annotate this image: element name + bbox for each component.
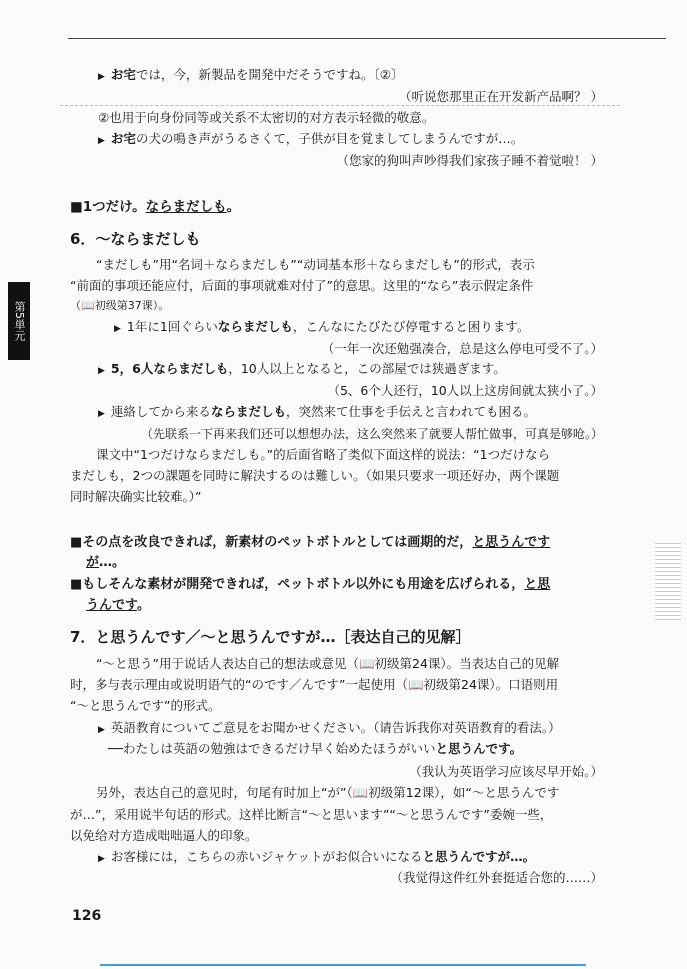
bullet-icon: ▶ xyxy=(98,409,105,419)
sentence-heading xyxy=(70,577,550,593)
bullet-icon: ▶ xyxy=(98,725,105,735)
paragraph-line: 同时解决确实比较难。）” xyxy=(70,489,202,504)
translation: （听说您那里正在开发新产品啊？ ） xyxy=(399,89,603,104)
example-text: ──わたしは英語の勉強はできるだけ早く始めたほうがいい xyxy=(108,741,436,756)
underlined-term: と思うんです xyxy=(472,535,551,550)
underlined-term: ならまだしも xyxy=(145,199,227,215)
bullet-icon: ▶ xyxy=(98,366,105,376)
example-text: 英語教育についてご意見をお聞かせください。（请告诉我你对英语教育的看法。） xyxy=(110,720,561,735)
scan-edge-artifact xyxy=(655,540,681,620)
underlined-term: と思 xyxy=(524,577,551,592)
example-line xyxy=(98,361,506,379)
example-line xyxy=(98,131,523,149)
paragraph-line: まだしも，2つの課題を同時に解決するのは難しい。（如果只要求一项还好办，两个课题 xyxy=(70,468,560,483)
translation: （先联系一下再来我们还可以想想办法，这么突然来了就要人帮忙做事，可真是够呛。） xyxy=(140,427,603,441)
bold-term: ならまだしも xyxy=(217,319,293,334)
translation: （我认为英语学习应该尽早开始。） xyxy=(409,764,603,779)
heading-text: ■1つだけ。 xyxy=(70,199,146,215)
paragraph-line: 以免给对方造成咄咄逼人的印象。 xyxy=(70,828,258,843)
example-text: ，突然来て仕事を手伝えと言われても困る。 xyxy=(285,404,536,419)
unit-side-tab: 第5単元 xyxy=(8,282,30,360)
sentence-heading-cont xyxy=(86,555,125,571)
example-text: の犬の鳴き声がうるさくて，子供が目を覚ましてしまうんですが…。 xyxy=(135,131,524,146)
bold-term: ならまだしも xyxy=(153,361,229,376)
sentence-heading xyxy=(70,535,550,551)
sentence-heading-cont xyxy=(86,598,150,614)
paragraph-line: 另外，表达自己的意见时，句尾有时加上“が”（📖初级第12课），如“～と思うんです xyxy=(96,785,560,800)
underlined-term: うんです xyxy=(86,598,137,613)
example-line xyxy=(98,404,536,422)
paragraph-line: “～と思うんです”的形式。 xyxy=(70,698,221,713)
page-number: 126 xyxy=(72,908,102,924)
underlined-term: が xyxy=(86,555,100,570)
translation: （5、6个人还行，10人以上这房间就太狭小了。） xyxy=(327,383,603,398)
example-text: お客様には，こちらの赤いジャケットがお似合いになる xyxy=(110,849,423,864)
header-rule xyxy=(68,38,666,39)
paragraph-line: が…”，采用说半句话的形式。这样比断言“～と思います”“～と思うんです”委婉一些， xyxy=(70,807,553,822)
heading-text: 。 xyxy=(136,598,150,613)
example-text: ，こんなにたびたび停電すると困ります。 xyxy=(292,319,530,334)
bold-term: お宅 xyxy=(110,131,136,146)
bold-term: 5，6人 xyxy=(110,361,154,376)
bold-term: お宅 xyxy=(110,67,136,82)
paragraph-line: 课文中“1つだけならまだしも。”的后面省略了类似下面这样的说法：“1つだけなら xyxy=(96,447,551,462)
example-line xyxy=(98,849,535,867)
example-text: 連絡してから来る xyxy=(110,404,211,419)
viewer-progress-line xyxy=(100,964,586,966)
paragraph-line: “前面的事项还能应付，后面的事项就难对付了”的意思。这里的“なら”表示假定条件 xyxy=(70,278,534,293)
translation: （一年一次还勉强凑合，总是这么停电可受不了。） xyxy=(321,341,603,356)
paragraph-line: “～と思う”用于说话人表达自己的想法或意见（📖初级第24课）。当表达自己的见解 xyxy=(96,656,560,671)
heading-text: …。 xyxy=(99,555,126,570)
example-text: 1年に1回ぐらい xyxy=(126,319,218,334)
bold-term: と思うんですが…。 xyxy=(422,849,536,864)
section-heading-7: 7．と思うんです／～と思うんですが…［表达自己的见解］ xyxy=(70,628,471,646)
heading-text: ■その点を改良できれば，新素材のペットボトルとしては画期的だ， xyxy=(70,535,473,550)
paragraph-line: “まだしも”用“名词＋ならまだしも”“动词基本形＋ならまだしも”的形式，表示 xyxy=(96,257,535,272)
section-heading-6: 6．～ならまだしも xyxy=(70,230,201,248)
example-line xyxy=(98,67,403,85)
bold-term: と思うんです。 xyxy=(435,741,523,756)
paragraph-line: （📖初级第37课）。 xyxy=(70,299,170,312)
divider xyxy=(60,105,620,106)
heading-text: 。 xyxy=(226,199,241,215)
translation: （您家的狗叫声吵得我们家孩子睡不着觉啦！ ） xyxy=(336,153,603,168)
bullet-icon: ▶ xyxy=(98,854,105,864)
example-text: では，今，新製品を開発中だそうですね。〔②〕 xyxy=(135,67,404,82)
heading-text: ■もしそんな素材が開発できれば，ペットボトル以外にも用途を広げられる， xyxy=(70,577,525,592)
bold-term: ならまだしも xyxy=(210,404,286,419)
example-line xyxy=(98,720,561,738)
translation: （我觉得这件红外套挺适合您的……） xyxy=(390,870,603,885)
sentence-heading xyxy=(70,199,240,215)
bullet-icon: ▶ xyxy=(114,324,121,334)
note-line: ②也用于向身份同等或关系不太密切的对方表示轻微的敬意。 xyxy=(98,110,435,125)
example-line xyxy=(114,319,529,337)
bullet-icon: ▶ xyxy=(98,72,105,82)
bullet-icon: ▶ xyxy=(98,136,105,146)
example-line xyxy=(108,741,522,757)
paragraph-line: 时，多与表示理由或说明语气的“のです／んです”一起使用（📖初级第24课）。口语则用 xyxy=(70,677,559,692)
example-text: ，10人以上となると，この部屋では狭過ぎます。 xyxy=(228,361,506,376)
